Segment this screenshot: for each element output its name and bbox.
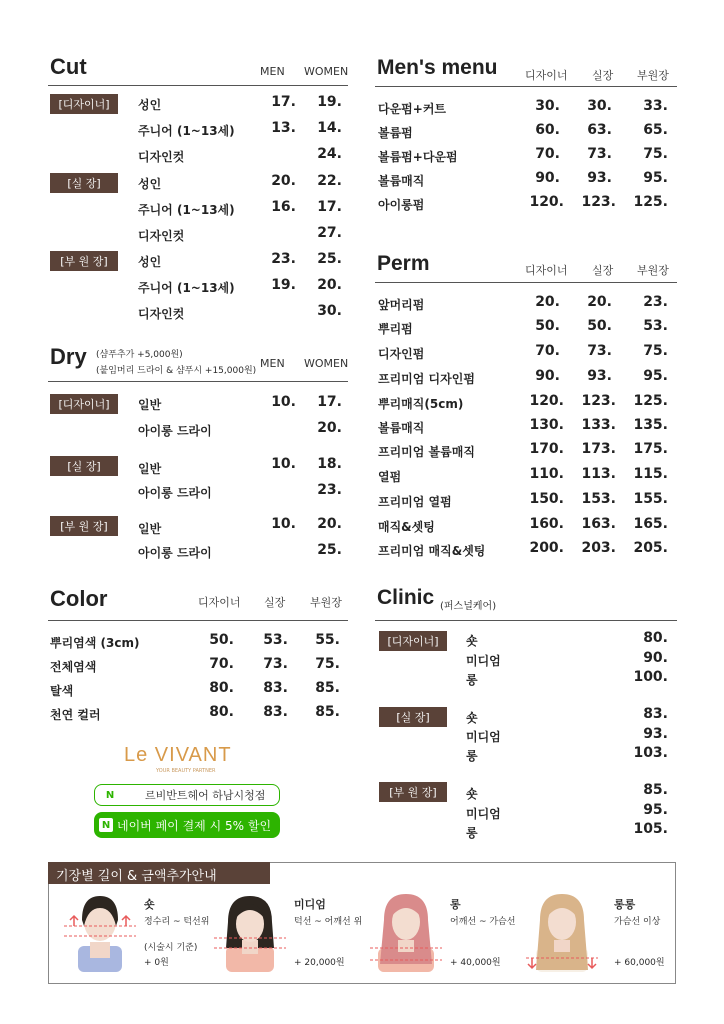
cut-price-women: 24. <box>317 146 342 162</box>
color-col: 디자이너 <box>198 596 241 609</box>
perm-price: 70. <box>535 343 560 359</box>
dry-col-women: WOMEN <box>304 357 349 370</box>
color-col: 실장 <box>264 596 286 609</box>
brand-logo: Le VIVANT <box>124 744 232 766</box>
perm-col: 디자이너 <box>525 264 568 277</box>
cut-col-women: WOMEN <box>304 65 349 78</box>
mens-price: 93. <box>587 170 612 186</box>
dry-row-label: 아이롱 드라이 <box>138 486 212 500</box>
perm-title: Perm <box>377 252 430 275</box>
mens-price: 95. <box>643 170 668 186</box>
perm-row-label: 프리미엄 디자인펌 <box>378 372 475 386</box>
clinic-subtitle: (퍼스널케어) <box>440 601 497 612</box>
dry-tag: [부 원 장] <box>50 516 118 536</box>
perm-price: 150. <box>529 491 564 507</box>
perm-price: 125. <box>633 393 668 409</box>
mens-price: 60. <box>535 122 560 138</box>
clinic-row-label: 숏 <box>466 787 478 801</box>
cut-col-men: MEN <box>260 65 285 78</box>
color-price: 53. <box>263 632 288 648</box>
clinic-row-label: 롱 <box>466 826 478 840</box>
dry-price-women: 23. <box>317 482 342 498</box>
cut-price-women: 20. <box>317 277 342 293</box>
perm-row-label: 뿌리펌 <box>378 322 413 336</box>
mens-rule <box>375 86 677 87</box>
clinic-price: 100. <box>633 669 668 685</box>
cut-row-label: 주니어 (1~13세) <box>138 124 235 138</box>
clinic-price: 105. <box>633 821 668 837</box>
length-name: 미디엄 <box>294 898 326 911</box>
color-price: 85. <box>315 704 340 720</box>
mens-col: 디자이너 <box>525 69 568 82</box>
length-name: 롱롱 <box>614 898 636 911</box>
perm-price: 115. <box>633 466 668 482</box>
perm-row-label: 프리미엄 매직&셋팅 <box>378 544 486 558</box>
dry-rule <box>48 381 348 382</box>
color-price: 73. <box>263 656 288 672</box>
perm-price: 113. <box>581 466 616 482</box>
clinic-row-label: 롱 <box>466 673 478 687</box>
color-row-label: 뿌리염색 (3cm) <box>50 636 140 650</box>
cut-row-label: 성인 <box>138 98 162 112</box>
perm-price: 93. <box>587 368 612 384</box>
mens-price: 70. <box>535 146 560 162</box>
perm-price: 95. <box>643 368 668 384</box>
clinic-title: Clinic <box>377 586 435 609</box>
dry-price-men: 10. <box>271 456 296 472</box>
cut-row-label: 성인 <box>138 177 162 191</box>
dry-price-women: 20. <box>317 516 342 532</box>
cut-price-women: 17. <box>317 199 342 215</box>
perm-row-label: 디자인펌 <box>378 347 425 361</box>
perm-price: 23. <box>643 294 668 310</box>
length-price: + 0원 <box>144 958 169 968</box>
long-long-hair-figure <box>522 886 602 972</box>
length-name: 숏 <box>144 898 155 911</box>
cut-price-women: 22. <box>317 173 342 189</box>
store-name: 르비반트헤어 하남시청점 <box>145 789 266 802</box>
perm-price: 50. <box>587 318 612 334</box>
perm-price: 75. <box>643 343 668 359</box>
perm-row-label: 앞머리펌 <box>378 298 425 312</box>
perm-price: 205. <box>633 540 668 556</box>
perm-row-label: 프리미엄 볼륨매직 <box>378 445 475 459</box>
perm-row-label: 프리미엄 열펌 <box>378 495 452 509</box>
cut-price-men: 23. <box>271 251 296 267</box>
clinic-row-label: 숏 <box>466 634 478 648</box>
perm-price: 130. <box>529 417 564 433</box>
clinic-row-label: 롱 <box>466 749 478 763</box>
cut-tag: [실 장] <box>50 173 118 193</box>
color-row-label: 천연 컬러 <box>50 708 101 722</box>
cut-price-women: 27. <box>317 225 342 241</box>
mens-price: 75. <box>643 146 668 162</box>
color-rule <box>48 620 348 621</box>
cut-price-men: 20. <box>271 173 296 189</box>
mens-price: 63. <box>587 122 612 138</box>
length-desc: 가슴선 이상 <box>614 917 661 927</box>
dry-price-women: 25. <box>317 542 342 558</box>
perm-price: 163. <box>581 516 616 532</box>
cut-row-label: 디자인컷 <box>138 307 185 321</box>
perm-row-label: 열펌 <box>378 470 402 484</box>
dry-note-1: (샴푸추가 +5,000원) <box>96 350 183 360</box>
mens-row-label: 볼륨펌+다운펌 <box>378 150 458 164</box>
clinic-price: 93. <box>643 726 668 742</box>
dry-price-men: 10. <box>271 394 296 410</box>
mens-price: 30. <box>587 98 612 114</box>
clinic-rule <box>375 620 677 621</box>
cut-price-men: 17. <box>271 94 296 110</box>
mens-price: 65. <box>643 122 668 138</box>
length-price: + 40,000원 <box>450 958 501 968</box>
mens-row-label: 아이롱펌 <box>378 198 425 212</box>
perm-price: 200. <box>529 540 564 556</box>
perm-col: 부원장 <box>637 264 669 277</box>
perm-row-label: 매직&셋팅 <box>378 520 435 534</box>
length-desc: 정수리 ~ 턱선위 <box>144 917 210 927</box>
perm-col: 실장 <box>592 264 614 277</box>
mens-price: 90. <box>535 170 560 186</box>
perm-price: 160. <box>529 516 564 532</box>
color-price: 85. <box>315 680 340 696</box>
dry-price-men: 10. <box>271 516 296 532</box>
color-row-label: 탈색 <box>50 684 74 698</box>
naver-store-link[interactable] <box>94 784 280 806</box>
naver-pay-badge[interactable] <box>94 812 280 838</box>
medium-hair-figure <box>210 886 290 972</box>
brand-tagline: YOUR BEAUTY PARTNER <box>156 768 216 774</box>
perm-row-label: 볼륨매직 <box>378 421 425 435</box>
color-price: 83. <box>263 704 288 720</box>
clinic-row-label: 미디엄 <box>466 654 501 668</box>
short-hair-figure <box>60 886 140 972</box>
clinic-price: 103. <box>633 745 668 761</box>
mens-price: 120. <box>529 194 564 210</box>
dry-row-label: 아이롱 드라이 <box>138 546 212 560</box>
cut-rule <box>48 85 348 86</box>
mens-col: 실장 <box>592 69 614 82</box>
perm-price: 120. <box>529 393 564 409</box>
clinic-price: 85. <box>643 782 668 798</box>
naver-pay-icon: N <box>99 818 113 832</box>
dry-row-label: 일반 <box>138 522 162 536</box>
perm-row-label: 뿌리매직(5cm) <box>378 397 464 411</box>
naver-n-icon: N <box>105 789 115 801</box>
clinic-row-label: 미디엄 <box>466 807 501 821</box>
naver-pay-text: 네이버 페이 결제 시 5% 할인 <box>117 818 272 833</box>
color-price: 55. <box>315 632 340 648</box>
clinic-tag: [실 장] <box>379 707 447 727</box>
cut-price-women: 30. <box>317 303 342 319</box>
clinic-row-label: 미디엄 <box>466 730 501 744</box>
color-title: Color <box>50 586 108 611</box>
mens-title: Men's menu <box>377 56 498 79</box>
length-price: + 20,000원 <box>294 958 345 968</box>
length-name: 롱 <box>450 898 461 911</box>
clinic-price: 83. <box>643 706 668 722</box>
perm-price: 90. <box>535 368 560 384</box>
cut-price-women: 19. <box>317 94 342 110</box>
color-price: 80. <box>209 680 234 696</box>
mens-row-label: 볼륨펌 <box>378 126 413 140</box>
color-price: 70. <box>209 656 234 672</box>
color-price: 75. <box>315 656 340 672</box>
mens-row-label: 볼륨매직 <box>378 174 425 188</box>
dry-title: Dry <box>50 344 87 369</box>
cut-row-label: 디자인컷 <box>138 150 185 164</box>
perm-price: 50. <box>535 318 560 334</box>
dry-row-label: 일반 <box>138 462 162 476</box>
clinic-price: 90. <box>643 650 668 666</box>
mens-col: 부원장 <box>637 69 669 82</box>
clinic-row-label: 숏 <box>466 711 478 725</box>
perm-price: 123. <box>581 393 616 409</box>
clinic-price: 80. <box>643 630 668 646</box>
perm-price: 155. <box>633 491 668 507</box>
length-desc: 어깨선 ~ 가슴선 <box>450 917 516 927</box>
clinic-tag: [부 원 장] <box>379 782 447 802</box>
dry-row-label: 아이롱 드라이 <box>138 424 212 438</box>
color-col: 부원장 <box>310 596 342 609</box>
mens-price: 73. <box>587 146 612 162</box>
length-desc: 턱선 ~ 어깨선 위 <box>294 917 363 927</box>
dry-tag: [디자이너] <box>50 394 118 414</box>
clinic-price: 95. <box>643 802 668 818</box>
perm-price: 73. <box>587 343 612 359</box>
color-price: 80. <box>209 704 234 720</box>
length-guide-title: 기장별 길이 & 금액추가안내 <box>48 862 270 884</box>
dry-col-men: MEN <box>260 357 285 370</box>
cut-title: Cut <box>50 54 87 79</box>
cut-price-men: 19. <box>271 277 296 293</box>
perm-price: 135. <box>633 417 668 433</box>
perm-price: 133. <box>581 417 616 433</box>
clinic-tag: [디자이너] <box>379 631 447 651</box>
length-price: + 60,000원 <box>614 958 665 968</box>
perm-price: 153. <box>581 491 616 507</box>
cut-row-label: 성인 <box>138 255 162 269</box>
cut-price-women: 25. <box>317 251 342 267</box>
mens-row-label: 다운펌+커트 <box>378 102 447 116</box>
perm-price: 110. <box>529 466 564 482</box>
dry-price-women: 17. <box>317 394 342 410</box>
color-row-label: 전체염색 <box>50 660 97 674</box>
perm-rule <box>375 282 677 283</box>
perm-price: 165. <box>633 516 668 532</box>
cut-tag: [부 원 장] <box>50 251 118 271</box>
perm-price: 175. <box>633 441 668 457</box>
dry-note-2: (붙임머리 드라이 & 샴푸시 +15,000원) <box>96 366 257 376</box>
perm-price: 53. <box>643 318 668 334</box>
perm-price: 170. <box>529 441 564 457</box>
dry-tag: [실 장] <box>50 456 118 476</box>
cut-row-label: 주니어 (1~13세) <box>138 203 235 217</box>
mens-price: 123. <box>581 194 616 210</box>
perm-price: 203. <box>581 540 616 556</box>
length-note: (시술시 기준) <box>144 943 198 953</box>
color-price: 50. <box>209 632 234 648</box>
perm-price: 20. <box>535 294 560 310</box>
cut-price-women: 14. <box>317 120 342 136</box>
mens-price: 33. <box>643 98 668 114</box>
cut-row-label: 디자인컷 <box>138 229 185 243</box>
dry-row-label: 일반 <box>138 398 162 412</box>
cut-tag: [디자이너] <box>50 94 118 114</box>
cut-price-men: 16. <box>271 199 296 215</box>
long-hair-figure <box>366 886 446 972</box>
dry-price-women: 20. <box>317 420 342 436</box>
mens-price: 125. <box>633 194 668 210</box>
cut-price-men: 13. <box>271 120 296 136</box>
perm-price: 20. <box>587 294 612 310</box>
cut-row-label: 주니어 (1~13세) <box>138 281 235 295</box>
perm-price: 173. <box>581 441 616 457</box>
mens-price: 30. <box>535 98 560 114</box>
color-price: 83. <box>263 680 288 696</box>
dry-price-women: 18. <box>317 456 342 472</box>
